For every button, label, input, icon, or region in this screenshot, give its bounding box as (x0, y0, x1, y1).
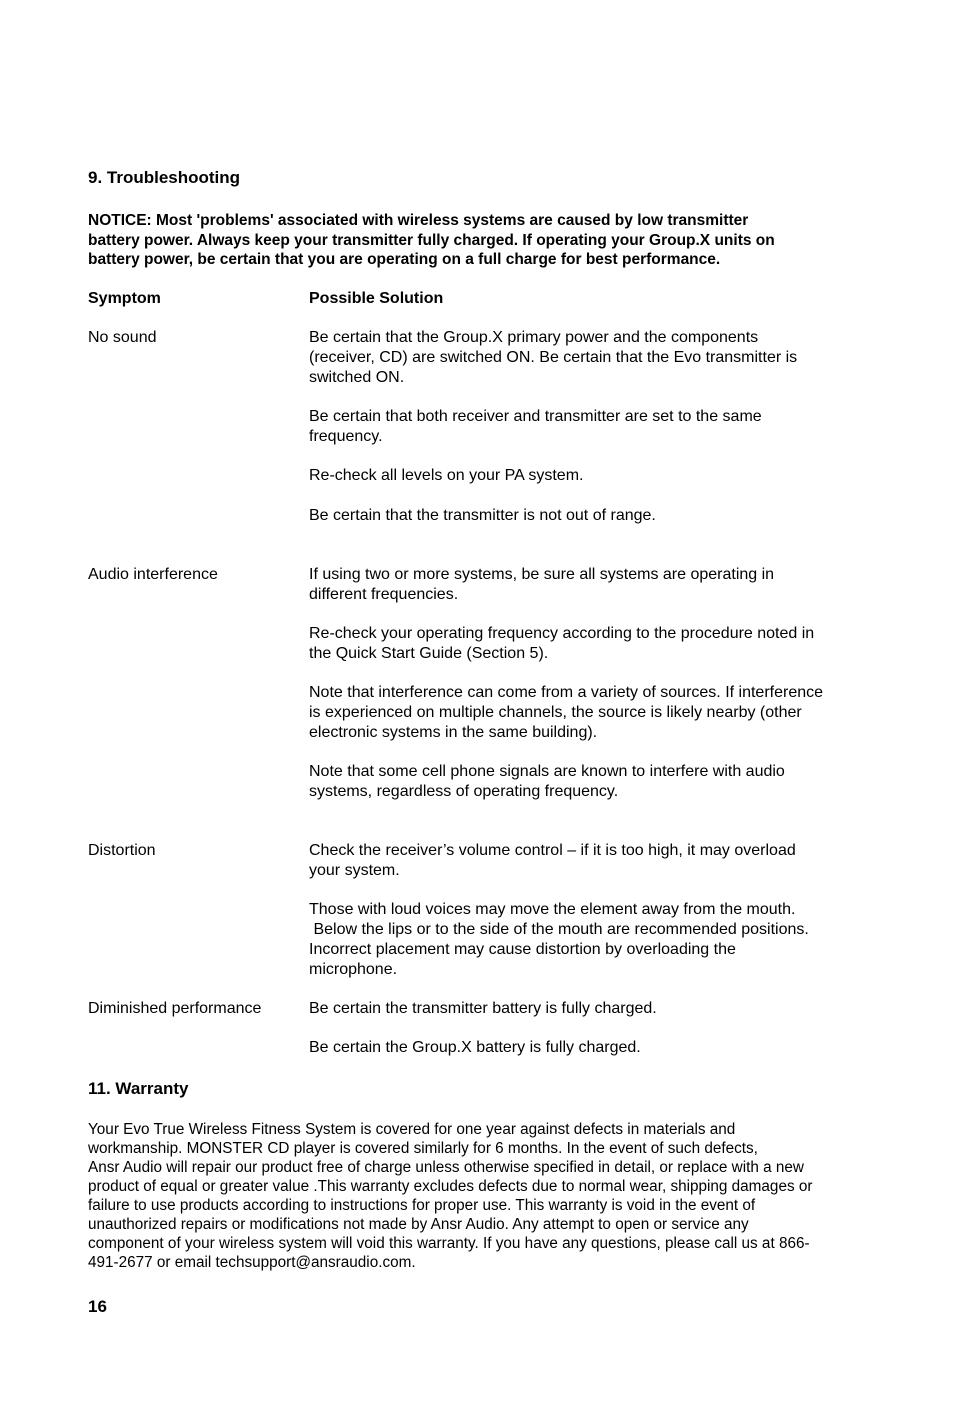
solution-paragraph (309, 1038, 869, 1058)
notice-line: NOTICE: Most 'problems' associated with wireless systems are caused by low transmitter (88, 212, 749, 229)
solution-paragraph (309, 565, 869, 605)
solution-line: Re-check all levels on your PA system. (309, 467, 584, 484)
solution-line: systems, regardless of operating frequency. (309, 783, 619, 800)
solution-line: If using two or more systems, be sure all systems are operating in (309, 566, 775, 583)
solution-line: Be certain the transmitter battery is fully charged. (309, 1000, 657, 1017)
solution-line: Note that interference can come from a variety of sources. If interference (309, 684, 824, 701)
notice-paragraph (88, 211, 878, 270)
solution-paragraph (309, 762, 869, 802)
solution-line: switched ON. (309, 369, 405, 386)
solution-paragraph (309, 407, 869, 447)
solution-paragraph (309, 328, 869, 388)
section-heading-troubleshooting: 9. Troubleshooting (88, 168, 241, 187)
solution-line: Re-check your operating frequency according to the procedure noted in (309, 625, 815, 642)
solution-paragraph (309, 506, 869, 526)
column-header-solution: Possible Solution (309, 290, 444, 307)
page-number: 16 (88, 1297, 107, 1316)
solution-paragraph (309, 624, 869, 664)
warranty-line: 491-2677 or email techsupport@ansraudio.com. (88, 1254, 416, 1271)
solution-line: microphone. (309, 961, 398, 978)
solution-line: your system. (309, 862, 400, 879)
solution-line: Incorrect placement may cause distortion by overloading the (309, 941, 736, 958)
warranty-line: Your Evo True Wireless Fitness System is covered for one year against defects in materials and (88, 1121, 736, 1138)
solution-line: frequency. (309, 428, 383, 445)
solution-line: Below the lips or to the side of the mouth are recommended positions. (309, 921, 809, 938)
warranty-line: Ansr Audio will repair our product free of charge unless otherwise specified in detail, or replace with a new (88, 1159, 804, 1176)
warranty-line: failure to use products according to instructions for proper use. This warranty is void in the event of (88, 1197, 756, 1214)
column-header-symptom: Symptom (88, 290, 161, 307)
solution-line: Check the receiver’s volume control – if it is too high, it may overload (309, 842, 796, 859)
solution-paragraph (309, 466, 869, 486)
section-heading-warranty: 11. Warranty (88, 1079, 189, 1098)
symptom-audio-interference: Audio interference (88, 566, 218, 583)
warranty-line: product of equal or greater value .This warranty excludes defects due to normal wear, shipping damages or (88, 1178, 813, 1195)
solution-paragraph (309, 999, 869, 1019)
warranty-paragraph (88, 1120, 878, 1272)
symptom-distortion: Distortion (88, 842, 156, 859)
solution-line: Be certain that the Group.X primary power and the components (309, 329, 759, 346)
solution-line: is experienced on multiple channels, the source is likely nearby (other (309, 704, 802, 721)
solution-line: (receiver, CD) are switched ON. Be certain that the Evo transmitter is (309, 349, 798, 366)
solution-line: Note that some cell phone signals are known to interfere with audio (309, 763, 785, 780)
solution-line: Those with loud voices may move the element away from the mouth. (309, 901, 796, 918)
solution-line: Be certain that the transmitter is not out of range. (309, 507, 656, 524)
notice-line: battery power. Always keep your transmitter fully charged. If operating your Group.X units on (88, 231, 775, 249)
symptom-no-sound: No sound (88, 329, 157, 346)
warranty-line: component of your wireless system will void this warranty. If you have any questions, please call us at 866- (88, 1235, 810, 1252)
solution-line: Be certain that both receiver and transmitter are set to the same (309, 408, 762, 425)
solution-paragraph (309, 900, 869, 980)
solution-line: the Quick Start Guide (Section 5). (309, 645, 549, 662)
notice-line: battery power, be certain that you are operating on a full charge for best performance. (88, 251, 721, 268)
solution-paragraph (309, 841, 869, 881)
warranty-line: workmanship. MONSTER CD player is covered similarly for 6 months. In the event of such defects, (88, 1140, 758, 1157)
symptom-diminished-performance: Diminished performance (88, 1000, 262, 1017)
solution-line: Be certain the Group.X battery is fully charged. (309, 1039, 641, 1056)
solution-paragraph (309, 683, 869, 743)
solution-line: electronic systems in the same building). (309, 724, 598, 741)
solution-line: different frequencies. (309, 586, 459, 603)
warranty-line: unauthorized repairs or modifications not made by Ansr Audio. Any attempt to open or service any (88, 1216, 749, 1233)
